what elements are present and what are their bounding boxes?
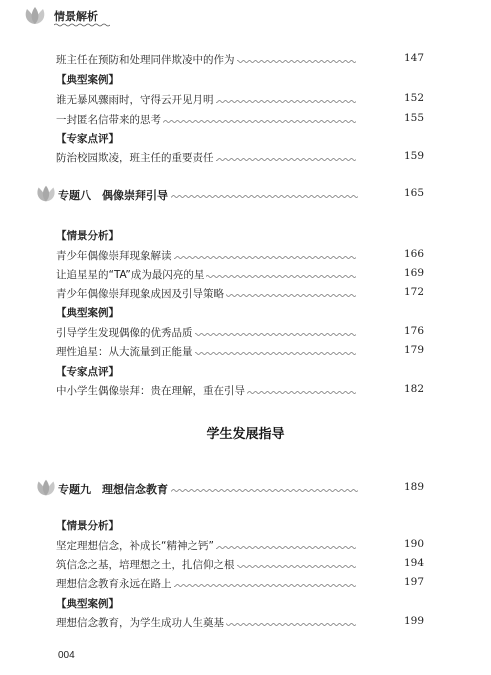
section-label-case: 【典型案例】: [56, 307, 119, 319]
toc-entry-page: 179: [403, 344, 424, 356]
toc-entry-page: 194: [403, 557, 424, 569]
toc-entry-title: 中小学生偶像崇拜：贵在理解，重在引导: [56, 385, 245, 397]
toc-entry-title: 防治校园欺凌，班主任的重要责任: [56, 152, 214, 164]
toc-entry-page: 197: [403, 576, 424, 588]
toc-entry-page: 166: [403, 248, 424, 260]
page-number: 004: [58, 650, 75, 661]
part-title: 学生发展指导: [206, 427, 285, 442]
topic-heading[interactable]: [34, 478, 424, 500]
toc-entry[interactable]: [56, 92, 424, 108]
toc-entry[interactable]: [56, 267, 424, 283]
leaf-icon: [34, 478, 58, 498]
toc-entry-title: 筑信念之基，培理想之土，扎信仰之根: [56, 559, 235, 571]
section-label-comment: 【专家点评】: [56, 133, 119, 145]
toc-entry[interactable]: [56, 112, 424, 128]
toc-entry-page: 159: [403, 150, 424, 162]
toc-entry[interactable]: [56, 325, 424, 341]
toc-entry-title: 引导学生发现偶像的优秀品质: [56, 327, 193, 339]
toc-entry-page: 176: [403, 325, 424, 337]
toc-entry-title: 理想信念教育，为学生成功人生奠基: [56, 617, 224, 629]
toc-entry-page: 190: [403, 538, 424, 550]
section-label-analysis: 【情景分析】: [56, 230, 119, 242]
topic-title: 专题八 偶像崇拜引导: [58, 187, 171, 203]
toc-entry-page: 155: [403, 112, 424, 124]
toc-entry-title: 理想信念教育永远在路上: [56, 578, 172, 590]
section-label-case: 【典型案例】: [56, 74, 119, 86]
toc-entry-page: 169: [403, 267, 424, 279]
toc-entry-page: 147: [403, 52, 424, 64]
topic-page: 189: [403, 481, 424, 493]
toc-entry-page: 182: [403, 383, 424, 395]
toc-entry-page: 172: [403, 286, 424, 298]
toc-entry-title: 一封匿名信带来的思考: [56, 114, 161, 126]
toc-entry-title: 谁无暴风骤雨时，守得云开见月明: [56, 94, 214, 106]
toc-entry[interactable]: [56, 286, 424, 302]
topic-page: 165: [403, 187, 424, 199]
leaf-icon: [22, 6, 48, 26]
toc-entry[interactable]: [56, 344, 424, 360]
toc-entry-title: 青少年偶像崇拜现象成因及引导策略: [56, 288, 224, 300]
toc-entry-title: 班主任在预防和处理同伴欺凌中的作为: [56, 54, 235, 66]
toc-entry[interactable]: [56, 557, 424, 573]
toc-entry[interactable]: [56, 52, 424, 68]
section-label-comment: 【专家点评】: [56, 366, 119, 378]
section-label-analysis: 【情景分析】: [56, 520, 119, 532]
topic-title: 专题九 理想信念教育: [58, 481, 171, 497]
toc-entry-title: 理性追星：从大流量到正能量: [56, 346, 193, 358]
toc-entry-title: 让追星星的“TA”成为最闪亮的星: [56, 269, 205, 281]
header-title: 情景解析: [54, 10, 98, 23]
toc-entry[interactable]: [56, 615, 424, 631]
header-underline: [54, 23, 110, 27]
topic-heading[interactable]: [34, 184, 424, 206]
toc-entry[interactable]: [56, 576, 424, 592]
section-label-case: 【典型案例】: [56, 598, 119, 610]
toc-entry-title: 坚定理想信念，补成长“精神之钙”: [56, 540, 214, 552]
leaf-icon: [34, 184, 58, 204]
toc-entry-title: 青少年偶像崇拜现象解读: [56, 250, 172, 262]
toc-entry-page: 152: [403, 92, 424, 104]
toc-entry[interactable]: [56, 538, 424, 554]
toc-entry[interactable]: [56, 383, 424, 399]
toc-entry[interactable]: [56, 248, 424, 264]
toc-entry-page: 199: [403, 615, 424, 627]
toc-entry[interactable]: [56, 150, 424, 166]
